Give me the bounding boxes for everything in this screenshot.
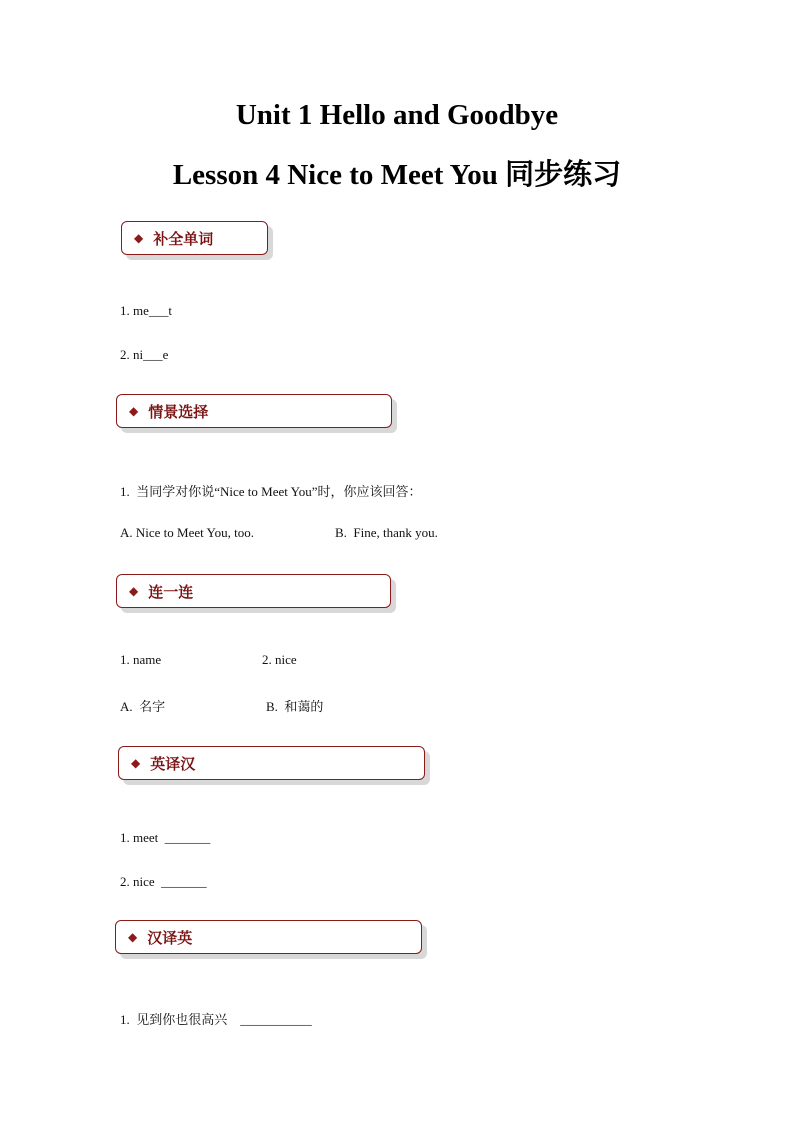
- section-heading: 汉译英: [147, 928, 193, 947]
- question-text: 1. 当同学对你说“Nice to Meet You”时，你应该回答：: [120, 484, 422, 499]
- section-heading: 补全单词: [153, 229, 214, 248]
- match-left-item: 1. name: [120, 652, 162, 667]
- list-item: 1. me___t: [120, 303, 172, 318]
- list-item: 1. 见到你也很高兴 ___________: [120, 1012, 312, 1027]
- section-header-fill-words: [121, 221, 268, 255]
- section-heading: 情景选择: [148, 402, 209, 421]
- match-right-item: A. 名字: [120, 699, 166, 714]
- diamond-icon: ◆: [129, 404, 139, 418]
- option-b: B. Fine, thank you.: [335, 525, 438, 540]
- list-item: 2. ni___e: [120, 347, 169, 362]
- diamond-icon: ◆: [128, 930, 138, 944]
- list-item: 2. nice _______: [120, 874, 207, 889]
- section-header-matching: [116, 574, 391, 608]
- page-subtitle: Lesson 4 Nice to Meet You 同步练习: [172, 159, 622, 191]
- section-header-english-to-chinese: [118, 746, 425, 780]
- page-title: Unit 1 Hello and Goodbye: [235, 99, 559, 131]
- option-a: A. Nice to Meet You, too.: [120, 525, 254, 540]
- list-item: 1. meet _______: [120, 830, 211, 845]
- section-heading: 连一连: [148, 582, 194, 601]
- section-header-situational-choice: [116, 394, 392, 428]
- match-right-item: B. 和蔼的: [266, 699, 324, 714]
- section-header-chinese-to-english: [115, 920, 422, 954]
- diamond-icon: ◆: [131, 756, 141, 770]
- match-left-item: 2. nice: [262, 652, 297, 667]
- diamond-icon: ◆: [129, 584, 139, 598]
- diamond-icon: ◆: [134, 231, 144, 245]
- section-heading: 英译汉: [150, 754, 196, 773]
